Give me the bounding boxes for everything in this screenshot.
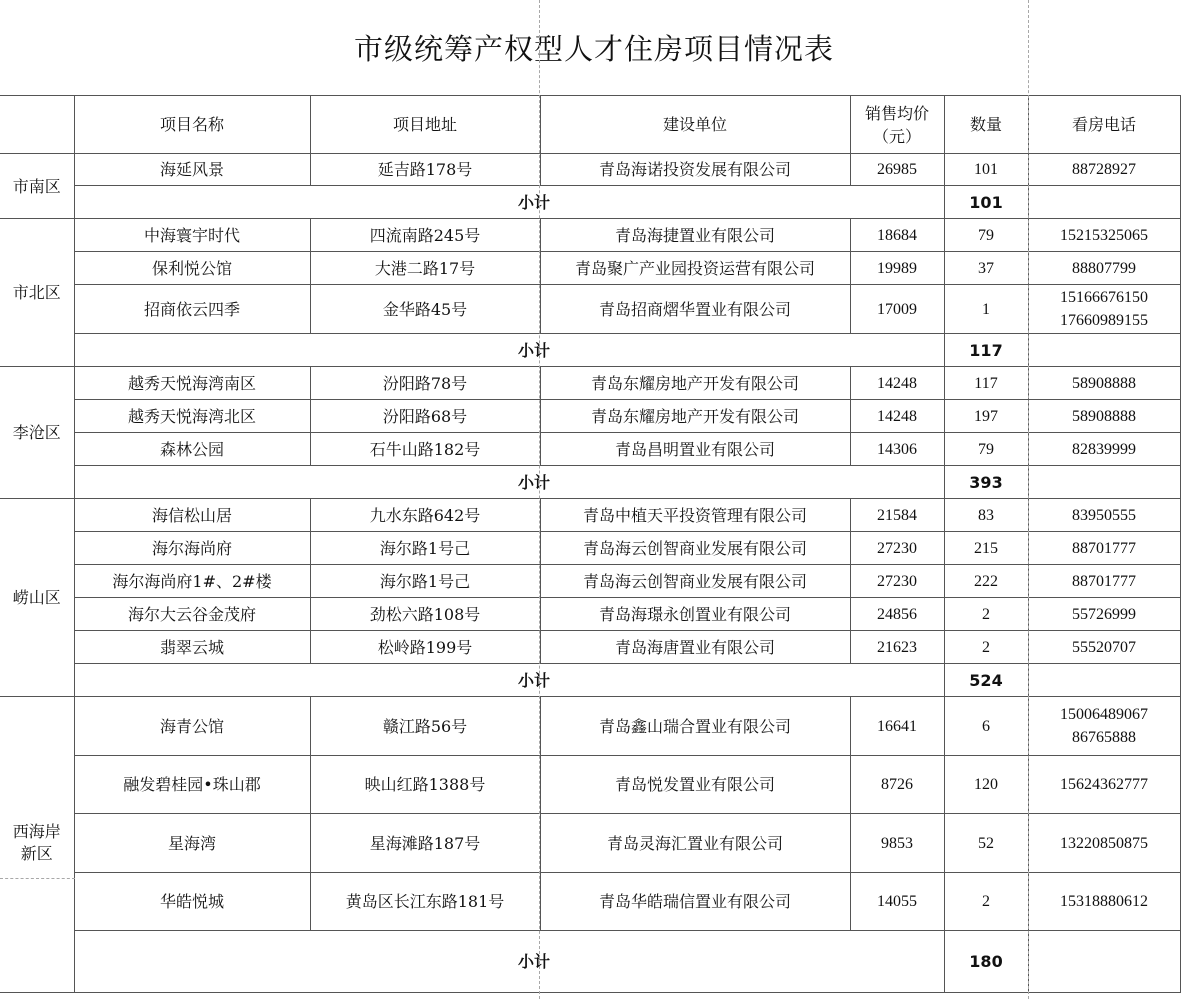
project-phones [1028, 697, 1180, 756]
project-phone: 58908888 [1028, 400, 1180, 433]
project-developer: 青岛鑫山瑞合置业有限公司 [540, 697, 850, 756]
project-address: 大港二路17号 [310, 252, 540, 285]
subtotal-row [0, 664, 1180, 697]
subtotal-empty [1028, 931, 1180, 993]
project-developer: 青岛东耀房地产开发有限公司 [540, 400, 850, 433]
project-price: 8726 [850, 756, 944, 814]
project-count: 215 [944, 532, 1028, 565]
district-name: 李沧区 [0, 367, 74, 499]
project-name: 海尔大云谷金茂府 [74, 598, 310, 631]
project-developer: 青岛中植天平投资管理有限公司 [540, 499, 850, 532]
subtotal-empty [1028, 466, 1180, 499]
project-price: 14306 [850, 433, 944, 466]
project-developer: 青岛灵海汇置业有限公司 [540, 814, 850, 873]
project-phone: 88807799 [1028, 252, 1180, 285]
project-address: 映山红路1388号 [310, 756, 540, 814]
project-phone: 15318880612 [1028, 873, 1180, 931]
project-name: 海尔海尚府1#、2#楼 [74, 565, 310, 598]
project-name: 森林公园 [74, 433, 310, 466]
project-address: 海尔路1号己 [310, 565, 540, 598]
project-phone: 15006489067 [1060, 706, 1148, 723]
project-developer: 青岛东耀房地产开发有限公司 [540, 367, 850, 400]
project-address: 星海滩路187号 [310, 814, 540, 873]
project-phone: 83950555 [1028, 499, 1180, 532]
project-phone: 88701777 [1028, 565, 1180, 598]
subtotal-empty [1028, 664, 1180, 697]
project-developer: 青岛海云创智商业发展有限公司 [540, 532, 850, 565]
project-count: 117 [944, 367, 1028, 400]
project-developer: 青岛聚广产业园投资运营有限公司 [540, 252, 850, 285]
project-count: 2 [944, 598, 1028, 631]
district-name: 市南区 [0, 154, 74, 219]
project-name: 融发碧桂园•珠山郡 [74, 756, 310, 814]
project-address: 金华路45号 [310, 285, 540, 334]
subtotal-value: 393 [944, 466, 1028, 499]
project-count: 83 [944, 499, 1028, 532]
project-price: 27230 [850, 532, 944, 565]
project-name: 招商依云四季 [74, 285, 310, 334]
header-developer: 建设单位 [540, 96, 850, 154]
subtotal-label [74, 664, 944, 697]
header-address: 项目地址 [310, 96, 540, 154]
project-price: 17009 [850, 285, 944, 334]
project-phone: 82839999 [1028, 433, 1180, 466]
project-price: 26985 [850, 154, 944, 186]
table-row [0, 697, 1180, 756]
project-count: 1 [944, 285, 1028, 334]
project-count: 79 [944, 219, 1028, 252]
project-price: 18684 [850, 219, 944, 252]
subtotal-value: 101 [944, 186, 1028, 219]
project-address: 石牛山路182号 [310, 433, 540, 466]
subtotal-row [0, 466, 1180, 499]
project-address: 汾阳路68号 [310, 400, 540, 433]
project-phone: 13220850875 [1028, 814, 1180, 873]
page-break-guide [539, 0, 540, 999]
page-break-guide [1028, 0, 1029, 999]
project-phones [1028, 285, 1180, 334]
project-developer: 青岛昌明置业有限公司 [540, 433, 850, 466]
project-name: 翡翠云城 [74, 631, 310, 664]
project-developer: 青岛海唐置业有限公司 [540, 631, 850, 664]
project-name: 保利悦公馆 [74, 252, 310, 285]
project-developer: 青岛海璟永创置业有限公司 [540, 598, 850, 631]
table-row [0, 565, 1180, 598]
project-name: 海信松山居 [74, 499, 310, 532]
table-row [0, 252, 1180, 285]
project-address: 赣江路56号 [310, 697, 540, 756]
district-name [0, 697, 74, 993]
project-phone: 15624362777 [1028, 756, 1180, 814]
table-row [0, 598, 1180, 631]
subtotal-label-text: 小计 [517, 340, 550, 360]
project-price: 24856 [850, 598, 944, 631]
project-address: 劲松六路108号 [310, 598, 540, 631]
project-count: 6 [944, 697, 1028, 756]
table-row [0, 631, 1180, 664]
table-row [0, 285, 1180, 334]
subtotal-empty [1028, 186, 1180, 219]
district-name: 市北区 [0, 219, 74, 367]
project-price: 21584 [850, 499, 944, 532]
project-developer: 青岛海诺投资发展有限公司 [540, 154, 850, 186]
header-project-name: 项目名称 [74, 96, 310, 154]
project-phone: 88728927 [1028, 154, 1180, 186]
project-count: 120 [944, 756, 1028, 814]
project-name: 海青公馆 [74, 697, 310, 756]
page-title: 市级统筹产权型人才住房项目情况表 [353, 32, 834, 66]
project-name: 越秀天悦海湾南区 [74, 367, 310, 400]
district-name: 崂山区 [0, 499, 74, 697]
subtotal-label-text: 小计 [517, 192, 550, 212]
project-name: 越秀天悦海湾北区 [74, 400, 310, 433]
subtotal-label [74, 186, 944, 219]
project-count: 79 [944, 433, 1028, 466]
subtotal-label [74, 334, 944, 367]
project-address: 九水东路642号 [310, 499, 540, 532]
district-name-text: 西海岸新区 [12, 822, 61, 863]
header-row [0, 96, 1180, 154]
project-address: 延吉路178号 [310, 154, 540, 186]
subtotal-value: 180 [944, 931, 1028, 993]
table-row [0, 873, 1180, 931]
table-row [0, 499, 1180, 532]
header-count: 数量 [944, 96, 1028, 154]
table-row [0, 756, 1180, 814]
project-phone: 88701777 [1028, 532, 1180, 565]
project-developer: 青岛华皓瑞信置业有限公司 [540, 873, 850, 931]
project-price: 14248 [850, 367, 944, 400]
project-phone: 55726999 [1028, 598, 1180, 631]
subtotal-value: 524 [944, 664, 1028, 697]
project-phone: 15166676150 [1060, 289, 1148, 306]
project-count: 101 [944, 154, 1028, 186]
project-address: 松岭路199号 [310, 631, 540, 664]
project-count: 37 [944, 252, 1028, 285]
housing-projects-table [0, 95, 1181, 993]
project-address: 四流南路245号 [310, 219, 540, 252]
project-developer: 青岛悦发置业有限公司 [540, 756, 850, 814]
subtotal-label-text: 小计 [517, 472, 550, 492]
subtotal-empty [1028, 334, 1180, 367]
project-name: 海延风景 [74, 154, 310, 186]
project-phone: 58908888 [1028, 367, 1180, 400]
subtotal-label [74, 466, 944, 499]
project-price: 19989 [850, 252, 944, 285]
page-break-guide [0, 878, 75, 879]
project-phone: 17660989155 [1060, 312, 1148, 329]
project-price: 9853 [850, 814, 944, 873]
project-count: 2 [944, 873, 1028, 931]
table-row [0, 814, 1180, 873]
subtotal-label-text: 小计 [517, 670, 550, 690]
project-phone: 55520707 [1028, 631, 1180, 664]
subtotal-row [0, 931, 1180, 993]
project-phone: 86765888 [1072, 729, 1136, 746]
project-phone: 15215325065 [1028, 219, 1180, 252]
table-row [0, 219, 1180, 252]
project-developer: 青岛招商熠华置业有限公司 [540, 285, 850, 334]
project-count: 222 [944, 565, 1028, 598]
header-price: 销售均价（元） [850, 96, 944, 154]
project-count: 2 [944, 631, 1028, 664]
table-row [0, 532, 1180, 565]
project-count: 197 [944, 400, 1028, 433]
project-address: 黄岛区长江东路181号 [310, 873, 540, 931]
project-price: 14055 [850, 873, 944, 931]
subtotal-label-text: 小计 [517, 952, 550, 971]
project-price: 27230 [850, 565, 944, 598]
table-row [0, 154, 1180, 186]
project-address: 汾阳路78号 [310, 367, 540, 400]
subtotal-label [74, 931, 944, 993]
project-developer: 青岛海云创智商业发展有限公司 [540, 565, 850, 598]
project-price: 21623 [850, 631, 944, 664]
subtotal-value: 117 [944, 334, 1028, 367]
project-address: 海尔路1号己 [310, 532, 540, 565]
project-count: 52 [944, 814, 1028, 873]
project-price: 16641 [850, 697, 944, 756]
table-row [0, 400, 1180, 433]
project-name: 华皓悦城 [74, 873, 310, 931]
project-developer: 青岛海捷置业有限公司 [540, 219, 850, 252]
project-name: 中海寰宇时代 [74, 219, 310, 252]
project-price: 14248 [850, 400, 944, 433]
header-district [0, 96, 74, 154]
table-row [0, 433, 1180, 466]
project-name: 星海湾 [74, 814, 310, 873]
subtotal-row [0, 334, 1180, 367]
project-name: 海尔海尚府 [74, 532, 310, 565]
subtotal-row [0, 186, 1180, 219]
header-phone: 看房电话 [1028, 96, 1180, 154]
table-row [0, 367, 1180, 400]
